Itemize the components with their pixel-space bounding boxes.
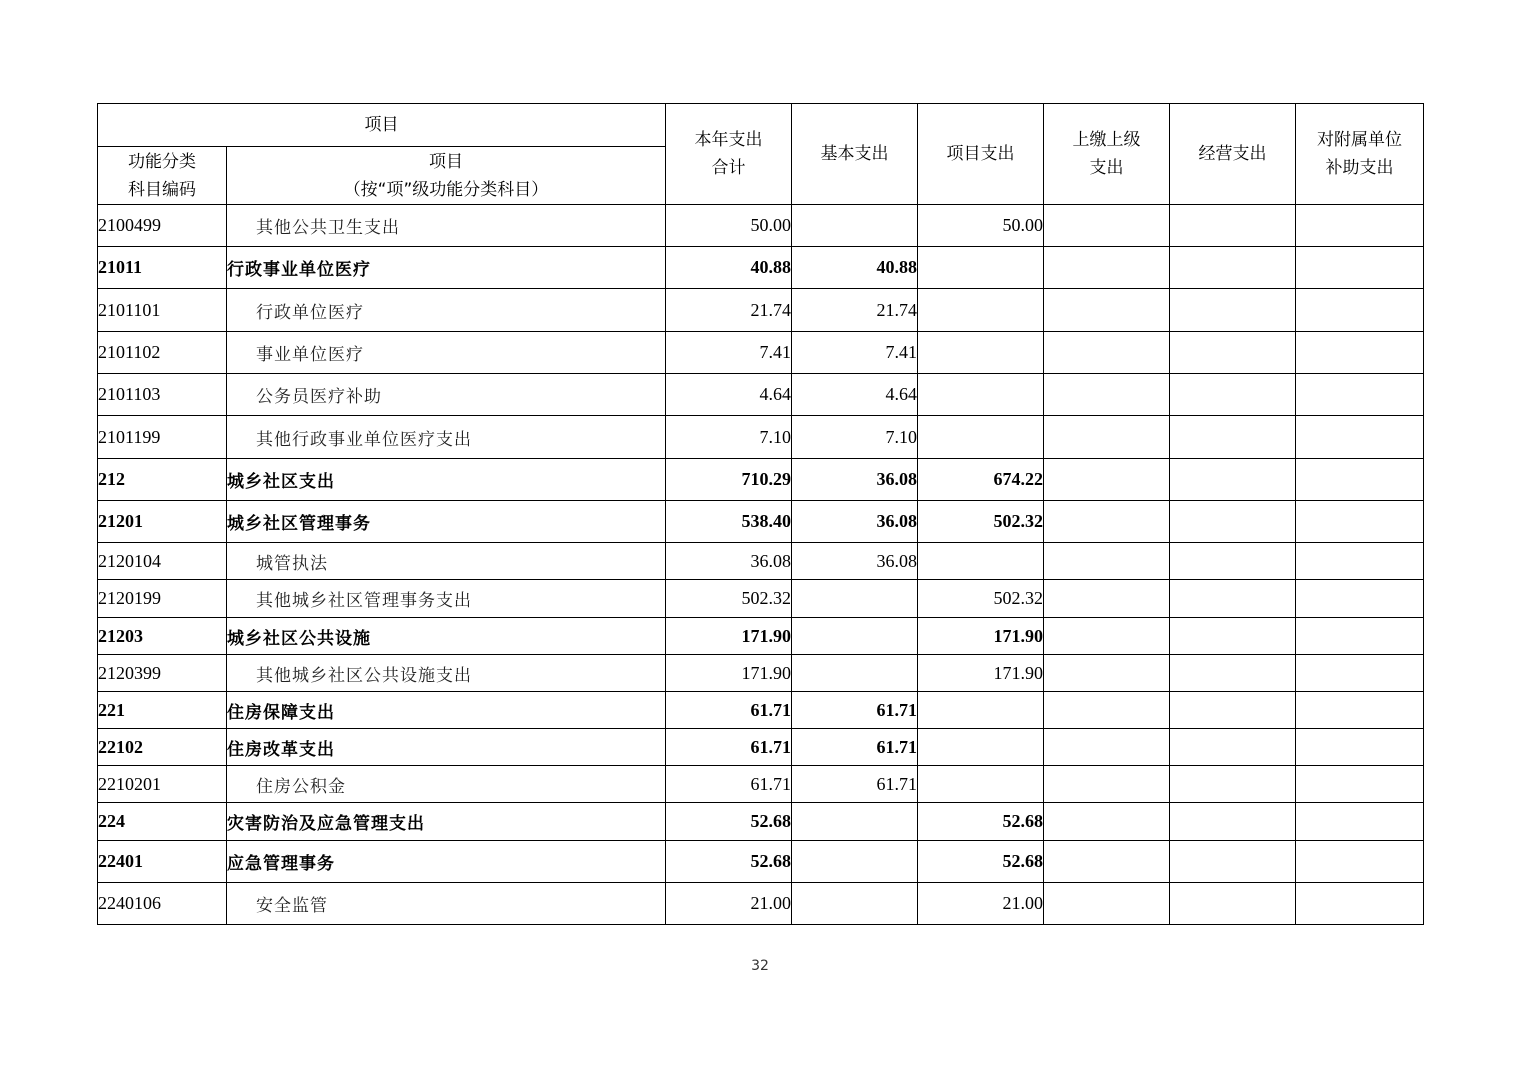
table-row (98, 289, 1424, 332)
row-business (1170, 883, 1296, 925)
row-project (918, 543, 1044, 580)
row-project (918, 729, 1044, 766)
row-business (1170, 416, 1296, 459)
row-name: 其他行政事业单位医疗支出 (227, 416, 666, 459)
row-name: 公务员医疗补助 (227, 374, 666, 416)
row-basic: 36.08 (792, 501, 918, 543)
row-project (918, 416, 1044, 459)
row-subsidy (1296, 655, 1424, 692)
row-total: 710.29 (666, 459, 792, 501)
row-code: 212 (98, 459, 227, 501)
row-code: 2101102 (98, 332, 227, 374)
row-project: 21.00 (918, 883, 1044, 925)
table-row (98, 332, 1424, 374)
row-code: 21011 (98, 247, 227, 289)
row-code: 21203 (98, 618, 227, 655)
row-project: 52.68 (918, 803, 1044, 841)
header-business: 经营支出 (1170, 104, 1296, 205)
row-name: 其他城乡社区公共设施支出 (227, 655, 666, 692)
row-project: 502.32 (918, 501, 1044, 543)
row-code: 21201 (98, 501, 227, 543)
row-total: 61.71 (666, 766, 792, 803)
table-row (98, 618, 1424, 655)
row-upper (1044, 374, 1170, 416)
row-basic (792, 655, 918, 692)
row-name: 城乡社区公共设施 (227, 618, 666, 655)
row-total: 7.10 (666, 416, 792, 459)
table-row (98, 247, 1424, 289)
row-project (918, 692, 1044, 729)
row-code: 221 (98, 692, 227, 729)
row-upper (1044, 841, 1170, 883)
row-upper (1044, 205, 1170, 247)
row-upper (1044, 883, 1170, 925)
row-upper (1044, 803, 1170, 841)
row-business (1170, 247, 1296, 289)
table-row (98, 655, 1424, 692)
row-total: 50.00 (666, 205, 792, 247)
row-upper (1044, 501, 1170, 543)
row-subsidy (1296, 803, 1424, 841)
table-row (98, 729, 1424, 766)
row-basic (792, 841, 918, 883)
row-name: 住房改革支出 (227, 729, 666, 766)
row-basic: 21.74 (792, 289, 918, 332)
row-total: 171.90 (666, 655, 792, 692)
row-project (918, 247, 1044, 289)
table-row (98, 205, 1424, 247)
row-project (918, 766, 1044, 803)
row-total: 52.68 (666, 803, 792, 841)
row-business (1170, 332, 1296, 374)
row-total: 21.74 (666, 289, 792, 332)
row-name: 城乡社区管理事务 (227, 501, 666, 543)
row-code: 2101101 (98, 289, 227, 332)
row-subsidy (1296, 205, 1424, 247)
table-row (98, 374, 1424, 416)
row-name: 应急管理事务 (227, 841, 666, 883)
row-upper (1044, 332, 1170, 374)
row-total: 502.32 (666, 580, 792, 618)
row-basic: 61.71 (792, 692, 918, 729)
row-business (1170, 803, 1296, 841)
row-project: 52.68 (918, 841, 1044, 883)
row-business (1170, 374, 1296, 416)
table-row (98, 841, 1424, 883)
row-code: 2120104 (98, 543, 227, 580)
row-business (1170, 655, 1296, 692)
header-subsidy: 对附属单位 补助支出 (1296, 104, 1424, 205)
row-name: 灾害防治及应急管理支出 (227, 803, 666, 841)
row-subsidy (1296, 543, 1424, 580)
row-project (918, 289, 1044, 332)
row-basic (792, 205, 918, 247)
row-basic: 61.71 (792, 729, 918, 766)
row-upper (1044, 655, 1170, 692)
row-basic: 36.08 (792, 543, 918, 580)
row-total: 171.90 (666, 618, 792, 655)
row-basic: 61.71 (792, 766, 918, 803)
row-basic (792, 580, 918, 618)
row-business (1170, 205, 1296, 247)
row-basic: 7.41 (792, 332, 918, 374)
row-basic (792, 803, 918, 841)
row-subsidy (1296, 332, 1424, 374)
row-subsidy (1296, 580, 1424, 618)
row-business (1170, 841, 1296, 883)
row-name: 安全监管 (227, 883, 666, 925)
row-name: 事业单位医疗 (227, 332, 666, 374)
row-code: 2240106 (98, 883, 227, 925)
header-project: 项目支出 (918, 104, 1044, 205)
row-project (918, 374, 1044, 416)
row-total: 40.88 (666, 247, 792, 289)
row-project: 171.90 (918, 655, 1044, 692)
row-project: 502.32 (918, 580, 1044, 618)
row-total: 4.64 (666, 374, 792, 416)
row-code: 22102 (98, 729, 227, 766)
header-code: 功能分类 科目编码 (98, 147, 227, 205)
row-subsidy (1296, 247, 1424, 289)
table-row (98, 501, 1424, 543)
row-project: 50.00 (918, 205, 1044, 247)
row-subsidy (1296, 618, 1424, 655)
table-row (98, 416, 1424, 459)
row-subsidy (1296, 729, 1424, 766)
row-subsidy (1296, 883, 1424, 925)
row-upper (1044, 618, 1170, 655)
header-total: 本年支出 合计 (666, 104, 792, 205)
table-row (98, 692, 1424, 729)
row-basic: 4.64 (792, 374, 918, 416)
row-basic (792, 618, 918, 655)
row-upper (1044, 459, 1170, 501)
row-subsidy (1296, 766, 1424, 803)
row-business (1170, 459, 1296, 501)
row-code: 2120399 (98, 655, 227, 692)
row-upper (1044, 416, 1170, 459)
header-name: 项目 （按“项”级功能分类科目） (227, 147, 666, 205)
row-code: 2100499 (98, 205, 227, 247)
row-code: 224 (98, 803, 227, 841)
row-basic (792, 883, 918, 925)
row-upper (1044, 289, 1170, 332)
row-total: 61.71 (666, 729, 792, 766)
row-subsidy (1296, 374, 1424, 416)
row-subsidy (1296, 416, 1424, 459)
row-subsidy (1296, 459, 1424, 501)
row-business (1170, 618, 1296, 655)
table-body (98, 205, 1424, 925)
table-row (98, 580, 1424, 618)
row-name: 行政事业单位医疗 (227, 247, 666, 289)
row-name: 住房保障支出 (227, 692, 666, 729)
row-basic: 36.08 (792, 459, 918, 501)
table-row (98, 459, 1424, 501)
row-name: 其他公共卫生支出 (227, 205, 666, 247)
row-total: 7.41 (666, 332, 792, 374)
row-name: 住房公积金 (227, 766, 666, 803)
row-business (1170, 692, 1296, 729)
header-upper: 上缴上级 支出 (1044, 104, 1170, 205)
row-upper (1044, 729, 1170, 766)
row-code: 2101103 (98, 374, 227, 416)
row-code: 2210201 (98, 766, 227, 803)
row-business (1170, 729, 1296, 766)
row-basic: 7.10 (792, 416, 918, 459)
row-business (1170, 543, 1296, 580)
page-number: 32 (751, 958, 769, 974)
row-upper (1044, 580, 1170, 618)
row-upper (1044, 766, 1170, 803)
row-upper (1044, 247, 1170, 289)
row-business (1170, 501, 1296, 543)
row-project (918, 332, 1044, 374)
table-row (98, 543, 1424, 580)
row-code: 22401 (98, 841, 227, 883)
row-name: 行政单位医疗 (227, 289, 666, 332)
row-upper (1044, 543, 1170, 580)
row-project: 171.90 (918, 618, 1044, 655)
row-subsidy (1296, 501, 1424, 543)
row-total: 21.00 (666, 883, 792, 925)
row-total: 61.71 (666, 692, 792, 729)
row-subsidy (1296, 692, 1424, 729)
row-code: 2120199 (98, 580, 227, 618)
row-name: 城乡社区支出 (227, 459, 666, 501)
header-basic: 基本支出 (792, 104, 918, 205)
row-business (1170, 289, 1296, 332)
row-basic: 40.88 (792, 247, 918, 289)
row-subsidy (1296, 841, 1424, 883)
row-business (1170, 766, 1296, 803)
row-subsidy (1296, 289, 1424, 332)
table-row (98, 883, 1424, 925)
row-total: 52.68 (666, 841, 792, 883)
table-row (98, 766, 1424, 803)
row-name: 其他城乡社区管理事务支出 (227, 580, 666, 618)
row-upper (1044, 692, 1170, 729)
row-name: 城管执法 (227, 543, 666, 580)
row-business (1170, 580, 1296, 618)
expenditure-table (97, 103, 1424, 925)
row-code: 2101199 (98, 416, 227, 459)
row-total: 36.08 (666, 543, 792, 580)
row-project: 674.22 (918, 459, 1044, 501)
row-total: 538.40 (666, 501, 792, 543)
header-item-group: 项目 (98, 104, 666, 147)
table-row (98, 803, 1424, 841)
